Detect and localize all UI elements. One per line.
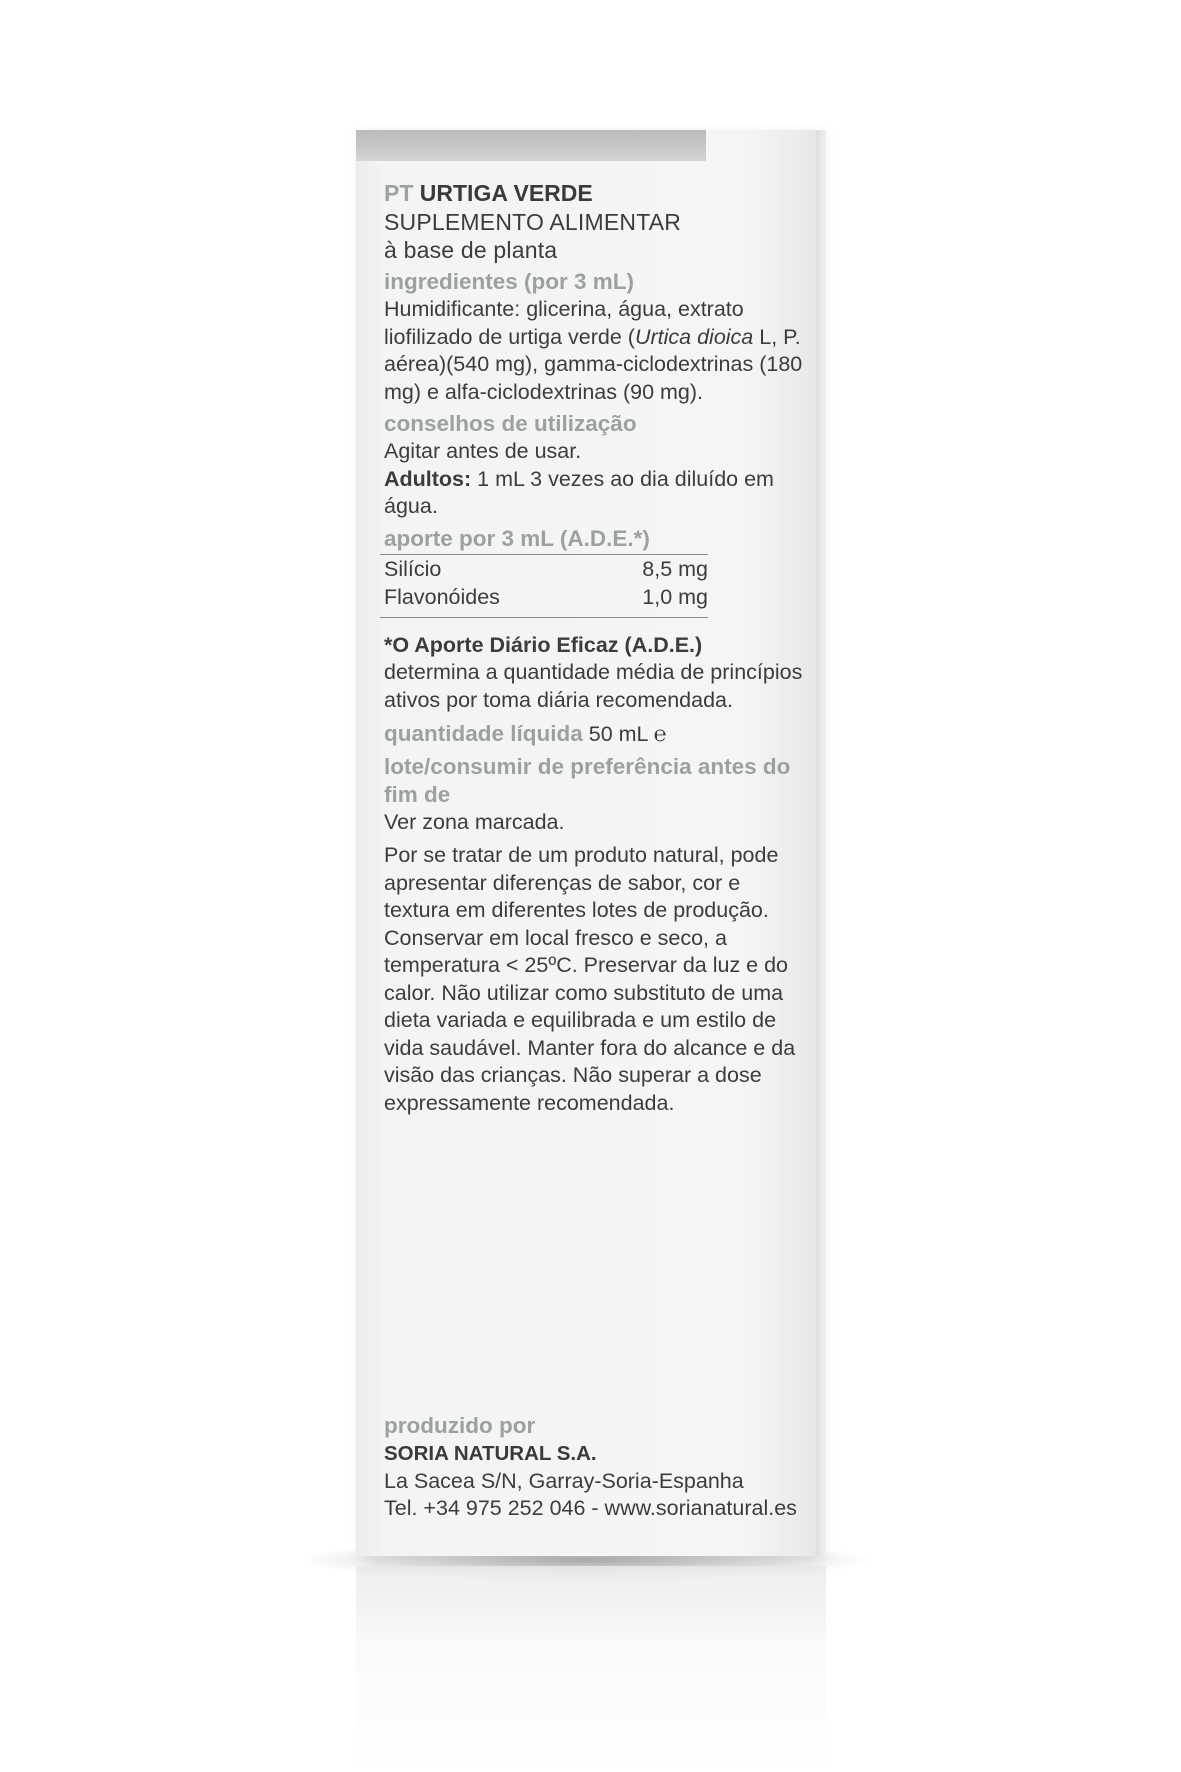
intake-heading: aporte por 3 mL (A.D.E.*): [384, 525, 650, 551]
intake-table: [384, 554, 708, 618]
product-box-side-panel: [356, 130, 816, 1556]
language-code: PT: [384, 180, 414, 206]
producer-company: SORIA NATURAL S.A.: [384, 1442, 597, 1465]
subtitle-line-1: SUPLEMENTO ALIMENTAR: [384, 209, 682, 235]
adults-label: Adultos:: [384, 466, 472, 491]
row-name: Silício: [384, 556, 442, 581]
subtitle-line-2: à base de planta: [384, 237, 558, 263]
producer-address: La Sacea S/N, Garray-Soria-Espanha: [384, 1468, 744, 1493]
usage-line-1: Agitar antes de usar.: [384, 439, 582, 463]
net-quantity-value: 50 mL ℮: [588, 722, 667, 746]
usage-adults: [384, 466, 804, 521]
top-color-band: [356, 130, 706, 161]
box-edge: [816, 130, 826, 1556]
ade-note: [384, 632, 804, 715]
net-quantity: [384, 720, 804, 749]
table-rule-bottom: [380, 617, 708, 618]
warnings-text: Por se tratar de um produto natural, pode apresentar diferenças de sabor, cor e textura em diferentes lotes de produção. Conservar em local fresco e seco, a temperatura < 25ºC. Preservar da luz e do calor. Não utilizar como substituto de uma dieta variada e equilibrada e um estilo de vida saudável. Manter fora do alcance e da visão das crianças. Não superar a dose expressamente recomendada.: [384, 843, 796, 1115]
usage-heading: conselhos de utilização: [384, 411, 637, 436]
label-content: [384, 178, 804, 1117]
producer-contact: Tel. +34 975 252 046 - www.sorianatural.es: [384, 1496, 797, 1520]
product-name: URTIGA VERDE: [419, 180, 593, 206]
row-value: 1,0 mg: [642, 584, 708, 609]
box-reflection: [356, 1566, 826, 1772]
table-row: [384, 555, 708, 583]
product-title: [384, 178, 804, 208]
row-name: Flavonóides: [384, 584, 500, 609]
ingredients-heading: ingredientes (por 3 mL): [384, 269, 635, 294]
producer-heading: produzido por: [384, 1413, 536, 1438]
ingredients-text-end: L, P. aérea)(540 mg), gamma-ciclodextrinas (180 mg) e alfa-ciclodextrinas (90 mg).: [384, 324, 803, 404]
producer-block: [384, 1412, 814, 1523]
table-row: [384, 583, 708, 611]
ingredients-text: [384, 296, 804, 406]
lot-text: Ver zona marcada.: [384, 809, 565, 834]
net-quantity-label: quantidade líquida: [384, 721, 583, 746]
lot-heading: lote/consumir de preferência antes do fim de: [384, 753, 791, 807]
row-value: 8,5 mg: [642, 556, 708, 581]
ingredients-text-start: Humidificante: glicerina, água, extrato liofilizado de urtiga verde (: [384, 297, 744, 349]
ade-note-text: determina a quantidade média de princípios ativos por toma diária recomendada.: [384, 660, 803, 712]
ingredients-latin-name: Urtica dioica: [634, 324, 754, 349]
ade-note-title: *O Aporte Diário Eficaz (A.D.E.): [384, 632, 703, 657]
adults-dosage: 1 mL 3 vezes ao dia diluído em água.: [384, 466, 774, 518]
